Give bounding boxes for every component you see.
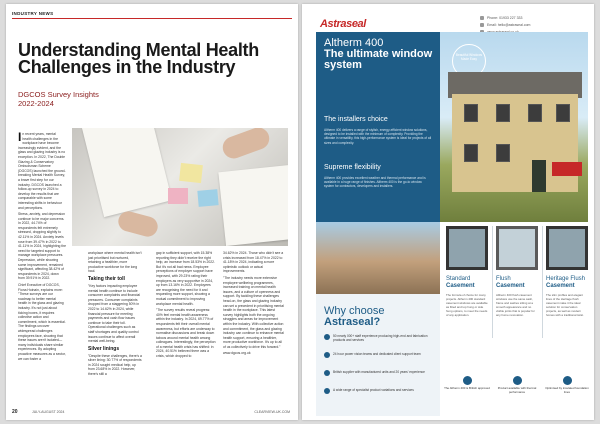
- section-rule: [12, 18, 292, 19]
- subheading: Silver linings: [88, 345, 120, 352]
- article-column-3: [156, 251, 216, 361]
- hero-text-installers: Altherm 400 delivers a range of stylish, energy-efficient window solutions, designed to be installed with the minimum of complexity. Providing the ultimate in versatility, this high-performance system is ideal for projects of all sizes and complexity.: [324, 128, 432, 145]
- feature-thermal: Product available with thermal performance: [494, 376, 540, 394]
- thermometer-icon: [513, 376, 522, 385]
- product-desc: Altherm 400 flush casement windows use the same sash, frame and sashes sitting at a smooth appearance and no visible joints that is popular for any home renovation.: [496, 293, 535, 317]
- feature-insulated: Optimised by insulated foundation lines: [544, 376, 590, 394]
- house-window: [556, 104, 570, 122]
- drop-cap: I: [18, 130, 22, 144]
- source-link[interactable]: www.dgcos.org.uk: [223, 351, 251, 356]
- product-desc: The formula of choice for many projects. Altherm 400 standard casement windows are available as fitted and top hung or side hung options, to meet the needs of any application.: [446, 293, 488, 317]
- article-column-2: [88, 251, 142, 379]
- why-title: [324, 306, 385, 328]
- shield-icon: [463, 376, 472, 385]
- house-window: [496, 144, 510, 162]
- why-bullet: 50 nearly 000+ staff experience producing high-end and fabrication products and services: [324, 334, 436, 342]
- paragraph: n recent years, mental health challenges in the workplace have become increasingly evident, and the glass and glazing industry is no exception. In 2022, The Double Glazing & Conservatory Ombudsman Scheme (DGCOS) launched the ground-breaking Mental Health Survey, a brave first step for our industry. DGCOS launched a follow-up survey in 2024 to develop the results that are comparable with some interesting shifts in behaviour and perceptions.: [18, 132, 66, 210]
- house-photo: [440, 32, 588, 222]
- paragraph: "Key factors impacting employee mental health continue to include consumer complaints and financial pressures. Consumer complaints dropped from a staggering 50% in 2022 to 14.62% in 2024, while financial pressure for meeting payments and cash flow issues continue to take their toll. Operational challenges such as staff shortages and quality control issues continue to affect overall mental well-being.: [88, 283, 141, 344]
- article-headline: Understanding Mental Health Challenges in the Industry: [18, 40, 259, 77]
- paragraph: "The survey results reveal progress: 40% feel mental health awareness within the industry. In 2024, 69.77% of respondents felt their overall mental awareness, but efforts are underway to normalise discussions and break down taboos around mental health among colleagues. Interestingly, the perception of a mental health crisis has shifted: in 2024, 40.51% believed there was a crisis, which dropped to: [156, 308, 216, 359]
- article-column-1: [18, 132, 66, 363]
- check-icon: [324, 334, 330, 340]
- brand-logo: Astraseal: [320, 18, 366, 30]
- hero-text-flexibility: Altherm 400 provides excellent weather and thermal performance and is available in a huge range of finishes. Altherm 400 is the go-to window system for contractors, developers and installers.: [324, 176, 426, 189]
- paragraph: Chief Executive of DGCOS, Fiona Hoinain, explains more: "These surveys are our roadmap to better mental health in the glass and glazing industry. It's not just about ticking boxes, it requires collective action and commitment, which is essential. The findings uncover widespread challenges employees face, showing that these issues aren't isolated—many individuals share similar experiences. By adopting proactive measures as a sector, we can foster a: [18, 283, 66, 361]
- product-name: Flush Casement: [496, 276, 525, 289]
- why-title-bold: Astraseal?: [324, 316, 381, 328]
- why-choose-panel: [316, 222, 440, 416]
- divider: [542, 226, 543, 338]
- check-icon: [324, 370, 330, 376]
- house-window: [464, 144, 478, 162]
- email-text: Email: hello@astraseal.com: [487, 23, 531, 27]
- phone-text: Phone: 01933 227 333: [487, 16, 523, 20]
- photo-sticky-note: [197, 189, 218, 207]
- product-name: Heritage Flush Casement: [546, 276, 586, 289]
- right-page-advert: [302, 4, 594, 420]
- why-title-light: Why choose: [324, 305, 385, 317]
- window-image: [496, 226, 538, 270]
- product-name: Standard Casement: [446, 276, 475, 289]
- check-icon: [324, 352, 330, 358]
- article-photo: [72, 128, 288, 246]
- why-bullet: A wide range of specialist product variations and services: [324, 388, 436, 392]
- paragraph: "The industry needs more extensive employee wellbeing programmes, increased training on mental health issues, and a culture of openness and support. By tackling these challenges head-on, the glass and glazing industry can set a precedent in prioritising mental health in the workplace. This latest survey highlights both the ongoing struggles and areas for improvement within the industry. With collective action and commitment, the glass and glazing industry can continue to enhance mental health support, ensuring a healthier, more productive workforce. It's up to all of us collectively to drive this forward.": [223, 275, 284, 349]
- layers-icon: [563, 376, 572, 385]
- hero-title: [324, 38, 434, 71]
- house-badge: Beautiful Windows Made Easy: [452, 44, 486, 78]
- left-page: [6, 4, 298, 420]
- hero-heading-flexibility: Supreme flexibility: [324, 164, 381, 171]
- paragraph: 34.62% in 2024. Those who didn't see a crisis increased from 18.47% in 2022 to 41.18% in 2024, indicating a more optimistic outlook or actual improvements.: [223, 251, 284, 274]
- paragraph: workplace where mental health isn't just prioritised but nurtured, retaining a healthier, more productive workforce for the long haul.: [88, 251, 142, 274]
- email-icon: [480, 23, 484, 27]
- photo-hand: [116, 209, 160, 239]
- article-column-4: [223, 251, 285, 358]
- house-window: [464, 104, 478, 122]
- photo-hand: [220, 128, 273, 162]
- feature-british: The Altherm 400 is British approved: [444, 376, 490, 391]
- award-badge: [552, 162, 582, 176]
- photo-questionnaire: [218, 164, 288, 246]
- window-image: [446, 226, 488, 270]
- product-desc: The slim profiles and elegant lines of the Heritage flush casement make it the ideal solution for conservation projects, as well as modern homes with a traditional twist.: [546, 293, 584, 317]
- contact-email: [480, 23, 530, 27]
- house-window: [496, 104, 510, 122]
- article-standfirst: DGCOS Survey Insights 2022-2024: [18, 90, 99, 108]
- paragraph: gap in sufficient support, with 15.38% reporting they didn't receive the right help, an increase from 18.53% in 2022. But it's not all bad news. Employee perceptions of employer support have improved, with 29.23% rating their employers as very supportive in 2024, up from 13.16% in 2022. Employees are recognising the need for it and requesting more support, showing a mutual commitment to improving workplace mental health.: [156, 251, 215, 306]
- window-image: [546, 226, 588, 270]
- why-bullet: British supplier with manufactured units and 20 years' experience: [324, 370, 436, 374]
- paragraph: "Despite these challenges, there's a silver lining: 30.77% of respondents in 2024 sought medical help, up from 23.68% in 2022. However, there's still a: [88, 353, 142, 377]
- hero-title-light: Altherm 400: [324, 37, 384, 49]
- contact-phone: [480, 16, 522, 20]
- photo-paper-sheet: [82, 128, 172, 217]
- issue-date: JULY-AUGUST 2024: [32, 410, 65, 414]
- why-bullet: 24 hour power vision teams and dedicated client support team: [324, 352, 436, 356]
- footer-url: CLEARVIEW-UK.COM: [254, 410, 290, 414]
- photo-sticky-note: [168, 188, 188, 204]
- paragraph: Stress, anxiety, and depression continue to be major concerns. In 2022, 44.74% of respondents felt extremely stressed, dropping slightly to 42.11% in 2024. Anxiety levels rose from 39.47% in 2022 to 41.11% in 2024, highlighting the need for targeted support to manage workplace pressures. Depression, while showing some improvement, remained significant, affecting 38.42% of respondents in 2024, down from 39.91% in 2022.: [18, 212, 67, 281]
- subheading: Taking their toll: [88, 275, 125, 282]
- photo-sticky-note: [179, 163, 203, 183]
- hero-title-bold: The ultimate window system: [324, 48, 433, 71]
- section-tag: INDUSTRY NEWS: [12, 11, 54, 16]
- check-icon: [324, 388, 330, 394]
- street-photo: [316, 222, 440, 294]
- house-door: [532, 160, 546, 192]
- phone-icon: [480, 16, 484, 20]
- divider: [492, 226, 493, 338]
- hero-heading-installers: The installers choice: [324, 116, 388, 123]
- page-number: 20: [12, 409, 18, 415]
- house-window: [528, 104, 542, 122]
